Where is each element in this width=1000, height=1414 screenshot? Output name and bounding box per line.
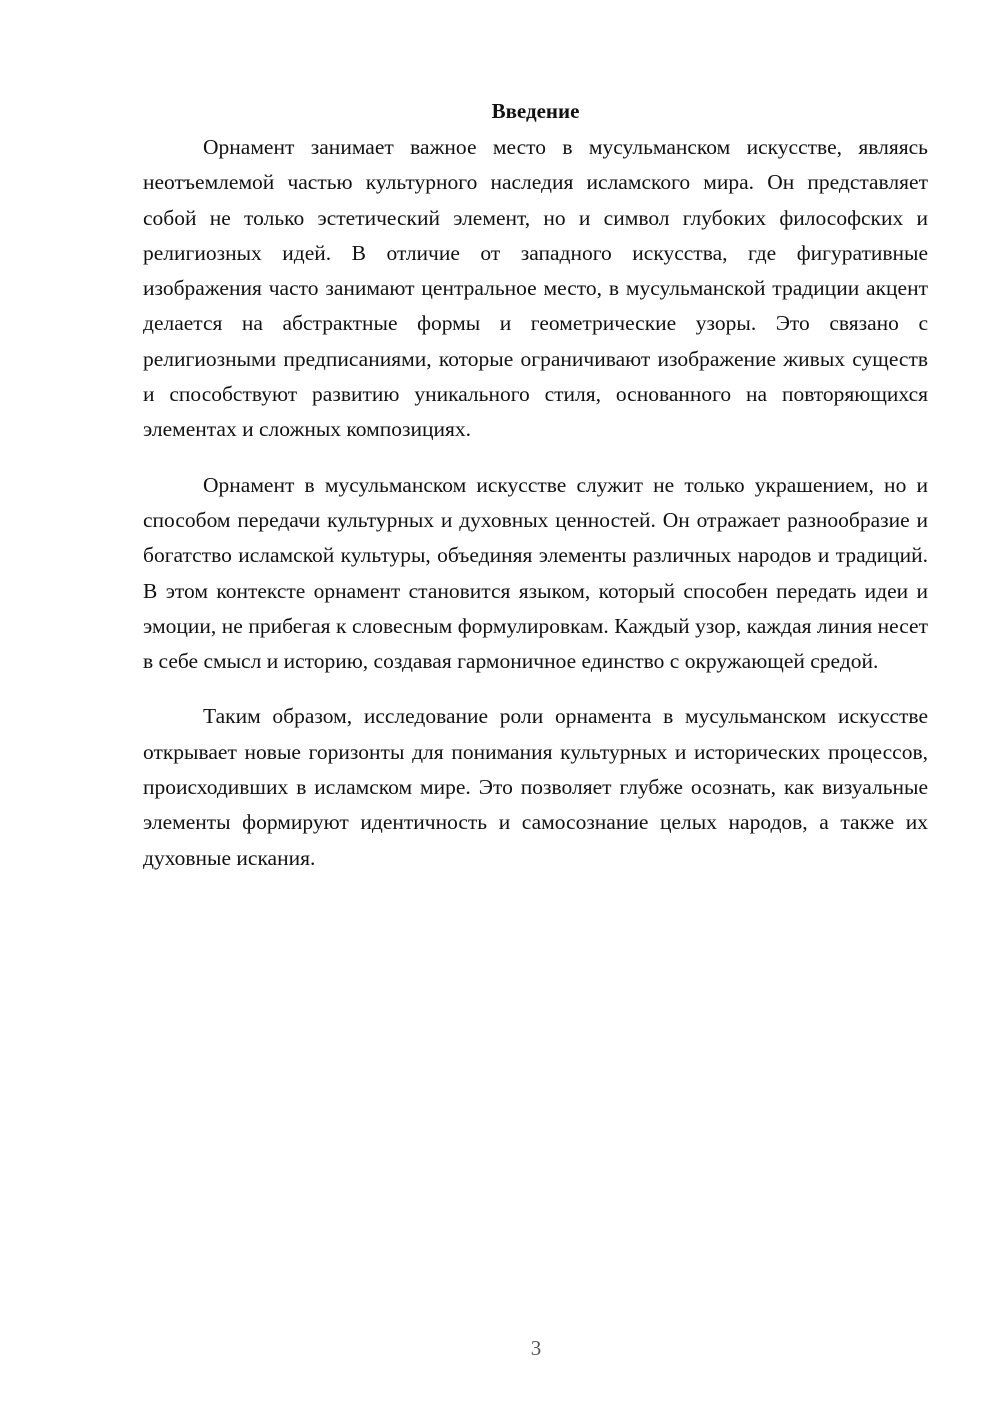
paragraph-3: Таким образом, исследование роли орнамента в мусульманском искусстве открывает новые горизонты для понимания культурных и исторических процессов, происходивших в исламском мире. Это позволяет глубже осознать, как визуальные элементы формируют идентичность и самосознание целых народов, а также их духовные искания. — [143, 704, 928, 870]
page-number: 3 — [530, 1336, 542, 1360]
paragraph-2: Орнамент в мусульманском искусстве служит не только украшением, но и способом передачи культурных и духовных ценностей. Он отражает разнообразие и богатство исламской культуры, объединяя элементы различных народов и традиций. В этом контексте орнамент становится языком, который способен передать идеи и эмоции, не прибегая к словесным формулировкам. Каждый узор, каждая линия несет в себе смысл и историю, создавая гармоничное единство с окружающей средой. — [143, 472, 928, 674]
section-title: Введение — [491, 99, 580, 123]
paragraph-1: Орнамент занимает важное место в мусульманском искусстве, являясь неотъемлемой частью культурного наследия исламского мира. Он представляет собой не только эстетический элемент, но и символ глубоких философских и религиозных идей. В отличие от западного искусства, где фигуративные изображения часто занимают центральное место, в мусульманской традиции акцент делается на абстрактные формы и геометрические узоры. Это связано с религиозными предписаниями, которые ограничивают изображение живых существ и способствуют развитию уникального стиля, основанного на повторяющихся элементах и сложных композициях. — [143, 135, 928, 442]
page-content — [143, 96, 928, 896]
